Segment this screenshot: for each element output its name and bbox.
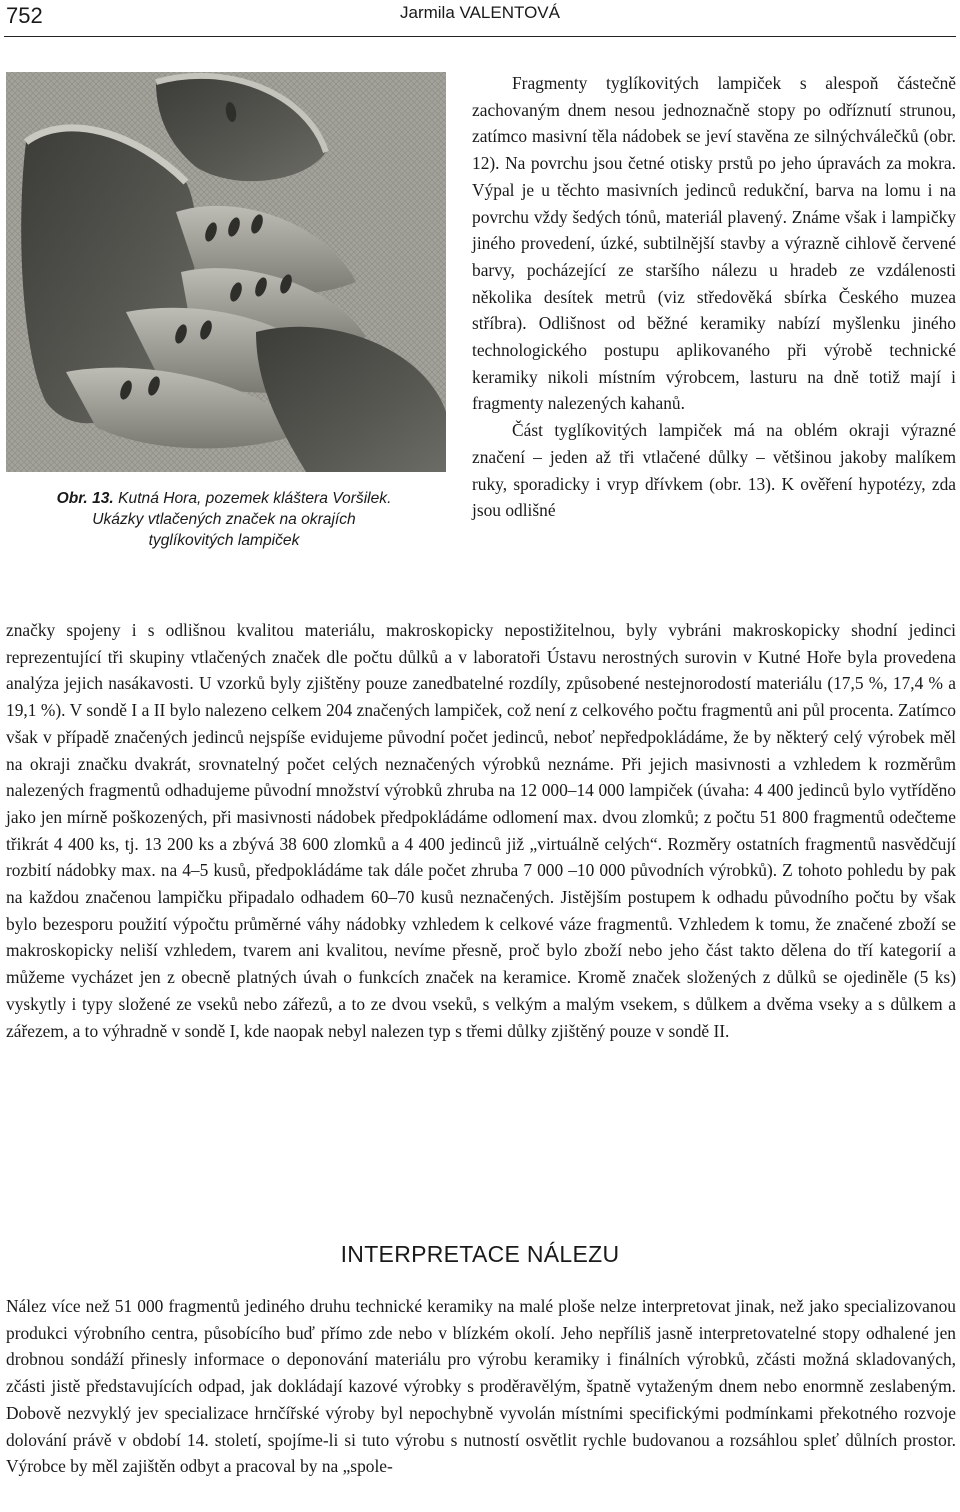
- caption-line-1: Kutná Hora, pozemek kláštera Voršilek.: [118, 490, 392, 507]
- header-rule: [4, 36, 956, 37]
- paragraph-1: Fragmenty tyglíkovitých lampiček s alespoň částečně zachovaným dnem nesou jednoznačně stopy po odříznutí strunou, zatímco masivní těla nádobek se jeví stavěna ze silnýchválečků (obr. 12). Na povrchu jsou četné otisky prstů po jeho úpravách za mokra. Výpal je u těchto masivních jedinců redukční, barva na lomu i na povrchu vždy šedých tónů, materiál plavený. Známe však i lampičky jiného provedení, úzké, subtilnější stavby a výrazně cihlově červené barvy, pocházející ze staršího nálezu u hradeb ze vzdálenosti několika desítek metrů (viz středověká sbírka Českého muzea stříbra). Odlišnost od běžné keramiky nabízí myšlenku jiného technologického postupu aplikovaného při výrobě technické keramiky nikoli místním výrobcem, lasturu na dně totiž mají i fragmenty nalezených kahanů.: [472, 73, 956, 414]
- running-header: [0, 0, 960, 36]
- paragraph-2-continued: značky spojeny i s odlišnou kvalitou materiálu, makroskopicky nepostižitelnou, byly vybráni makroskopicky shodní jedinci reprezentující tři skupiny vtlačených značek dle počtu důlků a v laboratoři Ústavu nerostných surovin v Kutné Hoře byla provedena analýza jejich nasákavosti. U vzorků byly zjištěny pouze zanedbatelné rozdíly, způsobené nestejnorodostí materiálu (17,5 %, 17,4 % a 19,1 %). V sondě I a II bylo nalezeno celkem 204 značených lampiček, což není z celkového počtu fragmentů ani půl procenta. Zatímco však v případě značených jedinců nejspíše evidujeme původní počet jedinců, neboť nepředpokládáme, že by některý celý výrobek měl na okraji značku dvakrát, srovnatelný počet celých neznačených výrobků neznáme. Při jejich masivnosti a vzhledem k rozměrům nalezených fragmentů odhadujeme původní množství výrobků zhruba na 12 000–14 000 lampiček (úvaha: 4 400 jedinců bylo vytříděno jako jen mírně poškozených, při masivnosti nádobek předpokládáme odlomení max. dvou zlomků; z počtu 51 800 fragmentů odečteme třikrát 4 400 ks, tj. 13 200 ks a zbývá 38 600 zlomků a 4 400 jedinců již „virtuálně celých“. Rozměry ostatních fragmentů nasvědčují rozbití nádobky max. na 4–5 kusů, předpokládáme tak dále počet zhruba 7 000 –10 000 původních výrobků). Z tohoto pohledu by pak na každou značenou lampičku připadalo odhadem 60–70 kusů neznačených. Jistějším postupem k odhadu původního počtu by však bylo bezesporu použití výpočtu průměrné váhy nádobky vzhledem k celkové váze fragmentů. Vzhledem k tomu, že značené zboží se makroskopicky neliší vzhledem, tvarem ani kvalitou, nevíme přesně, proč bylo zboží nebo jeho část takto dělena do tří kategorií a můžeme vycházet jen z obecně platných úvah o funkcích značek na keramice. Kromě značek složených z důlků se ojediněle (5 ks) vyskytly i typy složené ze vseků nebo zářezů, a to ze dvou vseků, s velkým a malým vsekem, s důlkem a dvěma vseky a s důlkem a zářezem, a to výhradně v sondě I, kde naopak nebyl nalezen typ s třemi důlky zjištěný pouze v sondě II.: [6, 620, 956, 1041]
- figure-caption: [4, 488, 444, 551]
- caption-line-2: Ukázky vtlačených značek na okrajích: [92, 511, 356, 528]
- figure-photo-lamp-fragments: [6, 72, 446, 472]
- paragraph-2-start: Část tyglíkovitých lampiček má na oblém okraji výrazné značení – jeden až tři vtlačené důlky – většinou jakoby malíkem ruky, sporadicky i vryp dřívkem (obr. 13). K ověření hypotézy, zda jsou odlišné: [472, 420, 956, 521]
- right-column-text: [472, 70, 956, 524]
- figure-label: Obr. 13.: [56, 490, 114, 507]
- paragraph-3: Nález více než 51 000 fragmentů jediného druhu technické keramiky na malé ploše nelze interpretovat jinak, než jako specializovanou produkci výrobního centra, působícího buď přímo zde nebo v blízkém okolí. Jeho nepříliš jasně interpretovatelné stopy odhalené jen drobnou sondáží přinesly informace o deponování materiálu pro výrobu keramiky i finálních výrobků, zčásti možná skladovaných, zčásti jistě představujících odpad, jak dokládají kazové výrobky s proděravělým, špatně vytaženým dnem nebo enormně zeslabeným. Dobově nezvyklý jev specializace hrnčířské výroby byl nepochybně vyvolán místními specifickými podmínkami překotného rozvoje dolování právě v období 14. století, spojíme-li si tuto výrobu s nutností osvětlit rychle budovanou a rozsáhlou spleť důlních prostor. Výrobce by měl zajištěn odbyt a pracoval by na „spole-: [6, 1296, 956, 1477]
- section-heading: INTERPRETACE NÁLEZU: [340, 1241, 620, 1267]
- page-number: 752: [6, 3, 43, 28]
- running-author: Jarmila VALENTOVÁ: [400, 3, 560, 22]
- caption-line-3: tyglíkovitých lampiček: [148, 532, 300, 549]
